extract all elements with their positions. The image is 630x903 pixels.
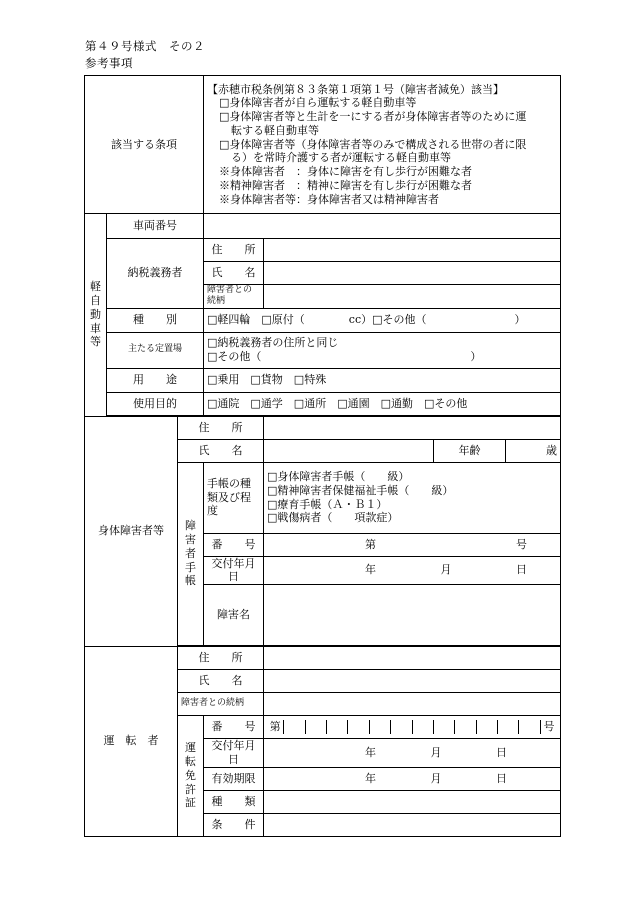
- taxpayer-name-label: 氏 名: [204, 262, 264, 285]
- taxpayer-relation-field[interactable]: [264, 285, 561, 309]
- driver-name-field[interactable]: [264, 670, 561, 693]
- applicable-option-1[interactable]: □身体障害者が自ら運転する軽自動車等: [219, 96, 417, 110]
- usage-label: 用 途: [107, 368, 204, 392]
- applicable-label: 該当する条項: [85, 76, 204, 214]
- disabled-address-label: 住 所: [178, 416, 264, 439]
- handbook-type-label: 手帳の種類及び程度: [204, 462, 264, 533]
- handbook-issue-field[interactable]: 年 月 日: [264, 556, 561, 585]
- disabled-address-field[interactable]: [264, 416, 561, 439]
- driver-address-label: 住 所: [178, 647, 264, 670]
- form-number: 第４９号様式 その２: [85, 39, 205, 53]
- taxpayer-address-label: 住 所: [204, 239, 264, 262]
- disabled-name-label: 氏 名: [178, 439, 264, 462]
- license-number-label: 番 号: [204, 716, 264, 739]
- license-condition-label: 条 件: [204, 813, 264, 836]
- purpose-label: 使用目的: [107, 392, 204, 415]
- storage-location-options[interactable]: □納税義務者の住所と同じ □その他（ ）: [204, 332, 561, 368]
- driver-name-label: 氏 名: [178, 670, 264, 693]
- vehicle-type-options[interactable]: □軽四輪 □原付（ cc）□その他（ ）: [204, 308, 561, 332]
- license-kind-field[interactable]: [264, 790, 561, 813]
- age-field[interactable]: 歳: [506, 439, 561, 462]
- license-kind-label: 種 類: [204, 790, 264, 813]
- taxpayer-relation-label: 障害者との続柄: [204, 285, 264, 309]
- handbook-issue-label: 交付年月日: [204, 556, 264, 585]
- age-label: 年齢: [434, 439, 506, 462]
- plate-number-field[interactable]: [204, 214, 561, 239]
- applicable-conditions: [204, 76, 561, 214]
- driver-section-label: 運 転 者: [85, 647, 178, 837]
- section-title: 参考事項: [85, 56, 133, 70]
- driver-relation-field[interactable]: [264, 693, 561, 716]
- storage-location-label: 主たる定置場: [107, 332, 204, 368]
- license-number-field[interactable]: 第 号: [264, 716, 561, 739]
- disability-name-field[interactable]: [264, 585, 561, 646]
- note-physical: ※身体障害者 ：身体に障害を有し歩行が困難な者: [219, 165, 473, 179]
- applicable-option-3-cont: る）を常時介護する者が運転する軽自動車等: [231, 151, 452, 165]
- disabled-section-label: 身体障害者等: [85, 416, 178, 647]
- license-condition-field[interactable]: [264, 813, 561, 836]
- taxpayer-label: 納税義務者: [107, 239, 204, 309]
- applicable-option-2[interactable]: □身体障害者等と生計を一にする者が身体障害者等のために運: [219, 110, 527, 124]
- disability-name-label: 障害名: [204, 585, 264, 646]
- vehicle-type-label: 種 別: [107, 308, 204, 332]
- applicable-heading: 【赤穂市税条例第８３条第１項第１号（障害者減免）該当】: [207, 82, 505, 96]
- taxpayer-address-field[interactable]: [264, 239, 561, 262]
- license-expiry-label: 有効期限: [204, 767, 264, 790]
- driver-relation-label: 障害者との続柄: [178, 693, 264, 716]
- license-expiry-field[interactable]: 年 月 日: [264, 767, 561, 790]
- reference-form-table: [84, 75, 561, 837]
- disabled-name-field[interactable]: [264, 439, 434, 462]
- purpose-options[interactable]: □通院 □通学 □通所 □通園 □通勤 □その他: [204, 392, 561, 415]
- plate-number-label: 車両番号: [107, 214, 204, 239]
- driver-address-field[interactable]: [264, 647, 561, 670]
- license-label: 運 転 免 許 証: [178, 716, 204, 837]
- license-issue-field[interactable]: 年 月 日: [264, 739, 561, 768]
- vehicle-section-label: 軽 自 動 車 等: [85, 214, 107, 417]
- applicable-option-3[interactable]: □身体障害者等（身体障害者等のみで構成される世帯の者に限: [219, 137, 527, 151]
- handbook-number-label: 番 号: [204, 533, 264, 556]
- applicable-option-2-cont: 転する軽自動車等: [231, 123, 320, 137]
- handbook-type-options[interactable]: □身体障害者手帳（ 級） □精神障害者保健福祉手帳（ 級） □療育手帳（Ａ・Ｂ１） □戦傷病者（ 項款症）: [264, 462, 561, 533]
- license-issue-label: 交付年月日: [204, 739, 264, 768]
- handbook-label: 障 害 者 手 帳: [178, 462, 204, 646]
- note-mental: ※精神障害者 ：精神に障害を有し歩行が困難な者: [219, 178, 473, 192]
- taxpayer-name-field[interactable]: [264, 262, 561, 285]
- handbook-number-field[interactable]: 第 号: [264, 533, 561, 556]
- note-disabled: ※身体障害者等：身体障害者又は精神障害者: [219, 192, 440, 206]
- usage-options[interactable]: □乗用 □貨物 □特殊: [204, 368, 561, 392]
